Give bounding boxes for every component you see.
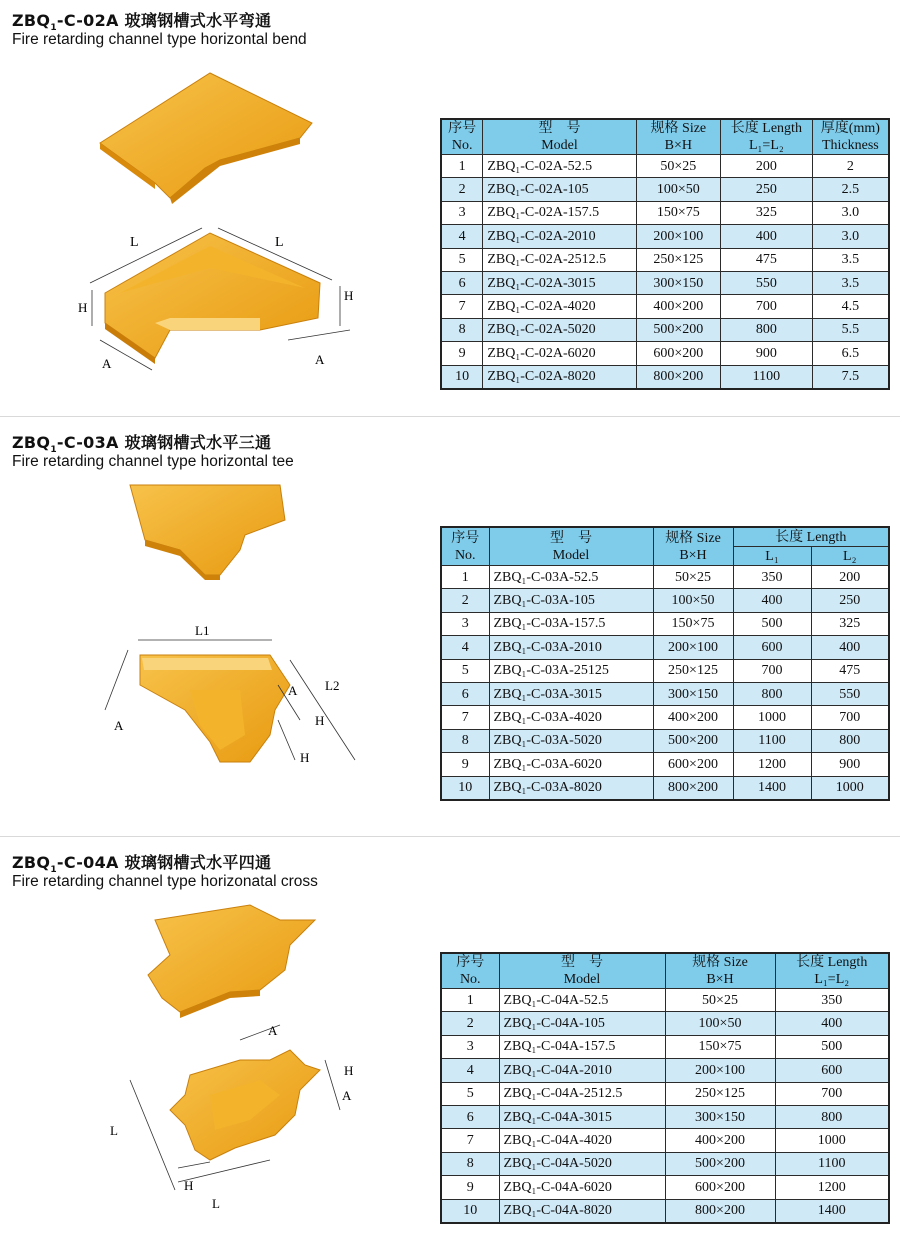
table-cell: 7.5 — [812, 365, 889, 389]
table-cell: 1000 — [733, 706, 811, 729]
cross-dim-L-left: L — [110, 1123, 118, 1138]
section-1-title-cn — [12, 8, 271, 33]
model-code: ZBQ — [12, 433, 51, 452]
table-cell: 475 — [811, 659, 889, 682]
header-text: No. — [459, 972, 481, 987]
table-row — [441, 753, 889, 776]
table-row — [441, 318, 889, 341]
header-thickness — [812, 119, 889, 155]
table-cell: ZBQ₁-C-02A-4020 — [483, 295, 636, 318]
table-cell: 900 — [811, 753, 889, 776]
header-length — [775, 953, 889, 989]
header-no — [441, 527, 489, 566]
table-cell: 1000 — [811, 776, 889, 800]
table-cell: ZBQ₁-C-04A-52.5 — [499, 989, 665, 1012]
table-row — [441, 178, 889, 201]
section-3-title-cn — [12, 850, 271, 875]
table-cell: ZBQ₁-C-03A-105 — [489, 589, 653, 612]
table-cell: 800×200 — [653, 776, 733, 800]
table-cell: 10 — [441, 776, 489, 800]
table-cell: 200×100 — [653, 636, 733, 659]
table-cell: 50×25 — [665, 989, 775, 1012]
table-cell: ZBQ₁-C-04A-6020 — [499, 1176, 665, 1199]
section-divider — [0, 836, 900, 837]
table-cell: ZBQ₁-C-03A-52.5 — [489, 566, 653, 589]
table-cell: ZBQ₁-C-03A-3015 — [489, 682, 653, 705]
table-cell: 700 — [811, 706, 889, 729]
table-row — [441, 365, 889, 389]
table-cell: 1200 — [775, 1176, 889, 1199]
table-cell: 250×125 — [636, 248, 720, 271]
header-text: 型 号 — [561, 955, 603, 970]
table-cell: 250×125 — [653, 659, 733, 682]
table-cell: 50×25 — [636, 155, 720, 178]
table-cell: 300×150 — [653, 682, 733, 705]
table-row — [441, 295, 889, 318]
table-row — [441, 659, 889, 682]
section-1-title-en: Fire retarding channel type horizontal bend — [12, 31, 307, 48]
table-cell: 475 — [721, 248, 813, 271]
title-chinese: 玻璃钢槽式水平四通 — [124, 853, 272, 872]
table-cell: 5 — [441, 248, 483, 271]
table-cell: 600×200 — [653, 753, 733, 776]
table-cell: 1100 — [775, 1152, 889, 1175]
table-cell: 7 — [441, 1129, 499, 1152]
table-cell: 400×200 — [665, 1129, 775, 1152]
table-cell: 2 — [441, 178, 483, 201]
table-cell: 800×200 — [636, 365, 720, 389]
bend-product-illustration — [60, 68, 360, 378]
table-row — [441, 776, 889, 800]
table-cell: ZBQ₁-C-03A-8020 — [489, 776, 653, 800]
table-cell: 1400 — [775, 1199, 889, 1223]
table-cell: 500 — [775, 1035, 889, 1058]
header-l1: L₁ — [733, 547, 811, 566]
table-cell: 400 — [775, 1012, 889, 1035]
cross-dim-A-top: A — [268, 1023, 278, 1038]
table-cell: 800 — [721, 318, 813, 341]
header-text: No. — [451, 138, 473, 153]
header-text: Thickness — [821, 138, 879, 153]
table-cell: 500×200 — [665, 1152, 775, 1175]
header-text: L₁=L₂ — [748, 138, 784, 153]
bend-dim-H-right: H — [344, 288, 354, 303]
tee-product-illustration — [100, 480, 370, 780]
header-size — [636, 119, 720, 155]
table-cell: 100×50 — [636, 178, 720, 201]
header-text: 长度 Length — [796, 955, 868, 970]
model-code-suffix: -C-04A — [56, 853, 119, 872]
model-code-subscript: 1 — [50, 865, 57, 876]
table-cell: 700 — [733, 659, 811, 682]
table-cell: 600×200 — [636, 342, 720, 365]
table-cell: 900 — [721, 342, 813, 365]
table-cell: 7 — [441, 706, 489, 729]
bend-spec-table — [440, 118, 890, 390]
table-cell: 7 — [441, 295, 483, 318]
cross-dim-H-bottom: H — [184, 1178, 194, 1193]
table-cell: 700 — [775, 1082, 889, 1105]
table-cell: 50×25 — [653, 566, 733, 589]
table-cell: 500×200 — [636, 318, 720, 341]
table-cell: 550 — [811, 682, 889, 705]
table-cell: 100×50 — [653, 589, 733, 612]
header-text: 型 号 — [550, 530, 592, 546]
table-cell: 400×200 — [653, 706, 733, 729]
model-code: ZBQ — [12, 853, 51, 872]
table-row — [441, 566, 889, 589]
header-text: 规格 Size — [692, 955, 748, 970]
model-code: ZBQ — [12, 11, 51, 30]
table-cell: 3.5 — [812, 271, 889, 294]
tee-dim-L2: L2 — [325, 678, 340, 693]
table-row — [441, 636, 889, 659]
bend-dim-L-right: L — [275, 235, 284, 250]
header-length: 长度 Length — [733, 527, 889, 547]
table-cell: ZBQ₁-C-04A-105 — [499, 1012, 665, 1035]
table-cell: 4 — [441, 225, 483, 248]
table-cell: ZBQ₁-C-02A-5020 — [483, 318, 636, 341]
table-cell: 4 — [441, 1059, 499, 1082]
table-cell: 1 — [441, 155, 483, 178]
table-cell: ZBQ₁-C-03A-157.5 — [489, 612, 653, 635]
table-cell: 5 — [441, 1082, 499, 1105]
table-cell: 1 — [441, 989, 499, 1012]
table-cell: 800 — [733, 682, 811, 705]
table-cell: 2 — [441, 1012, 499, 1035]
tee-dim-H-right: H — [315, 713, 325, 728]
header-model — [483, 119, 636, 155]
table-cell: 5 — [441, 659, 489, 682]
model-code-subscript: 1 — [50, 23, 57, 34]
table-row — [441, 342, 889, 365]
header-text: 型 号 — [538, 121, 581, 136]
table-cell: 1100 — [733, 729, 811, 752]
table-cell: 3.0 — [812, 225, 889, 248]
table-cell: 200 — [721, 155, 813, 178]
table-cell: 6.5 — [812, 342, 889, 365]
table-cell: 1 — [441, 566, 489, 589]
table-cell: 8 — [441, 318, 483, 341]
header-size — [653, 527, 733, 566]
table-cell: 1400 — [733, 776, 811, 800]
header-l2: L₂ — [811, 547, 889, 566]
table-cell: 1100 — [721, 365, 813, 389]
table-cell: ZBQ₁-C-04A-3015 — [499, 1105, 665, 1128]
table-cell: ZBQ₁-C-02A-2512.5 — [483, 248, 636, 271]
header-text: L₁=L₂ — [814, 972, 850, 987]
header-text: Model — [552, 547, 590, 563]
header-text: 序号 — [456, 955, 485, 970]
table-row — [441, 271, 889, 294]
table-row — [441, 1199, 889, 1223]
table-cell: 600 — [733, 636, 811, 659]
table-cell: 150×75 — [665, 1035, 775, 1058]
table-row — [441, 1035, 889, 1058]
table-cell: 400 — [733, 589, 811, 612]
cross-dim-L-bottom: L — [212, 1196, 220, 1211]
table-cell: 100×50 — [665, 1012, 775, 1035]
table-cell: ZBQ₁-C-02A-52.5 — [483, 155, 636, 178]
section-2-title-cn — [12, 430, 271, 455]
table-row — [441, 989, 889, 1012]
table-cell: 300×150 — [636, 271, 720, 294]
table-row — [441, 589, 889, 612]
table-cell: 8 — [441, 729, 489, 752]
table-cell: 400 — [811, 636, 889, 659]
table-row — [441, 1082, 889, 1105]
table-cell: 8 — [441, 1152, 499, 1175]
table-row — [441, 1129, 889, 1152]
cross-spec-table — [440, 952, 890, 1224]
tee-dim-L1: L1 — [195, 623, 210, 638]
table-cell: 5.5 — [812, 318, 889, 341]
table-row — [441, 225, 889, 248]
table-cell: 800 — [775, 1105, 889, 1128]
table-cell: ZBQ₁-C-04A-2010 — [499, 1059, 665, 1082]
table-row — [441, 729, 889, 752]
table-cell: 1000 — [775, 1129, 889, 1152]
table-cell: 800×200 — [665, 1199, 775, 1223]
title-chinese: 玻璃钢槽式水平三通 — [124, 433, 272, 452]
table-cell: 550 — [721, 271, 813, 294]
table-cell: ZBQ₁-C-04A-5020 — [499, 1152, 665, 1175]
table-cell: 2.5 — [812, 178, 889, 201]
table-cell: 6 — [441, 271, 483, 294]
table-cell: ZBQ₁-C-02A-2010 — [483, 225, 636, 248]
header-text: 序号 — [451, 530, 480, 546]
title-chinese: 玻璃钢槽式水平弯通 — [124, 11, 272, 30]
table-cell: ZBQ₁-C-03A-4020 — [489, 706, 653, 729]
table-cell: 150×75 — [636, 201, 720, 224]
tee-dim-A-left: A — [114, 718, 124, 733]
table-cell: 9 — [441, 1176, 499, 1199]
table-row — [441, 1176, 889, 1199]
table-cell: 350 — [775, 989, 889, 1012]
table-row — [441, 248, 889, 271]
header-size — [665, 953, 775, 989]
table-cell: 200 — [811, 566, 889, 589]
table-cell: 600×200 — [665, 1176, 775, 1199]
table-cell: 1200 — [733, 753, 811, 776]
header-text: Model — [563, 972, 601, 987]
header-no — [441, 953, 499, 989]
table-cell: 6 — [441, 682, 489, 705]
table-cell: 350 — [733, 566, 811, 589]
table-cell: 3.0 — [812, 201, 889, 224]
table-cell: ZBQ₁-C-03A-6020 — [489, 753, 653, 776]
table-cell: 4.5 — [812, 295, 889, 318]
table-cell: 3 — [441, 201, 483, 224]
header-text: 长度 Length — [730, 121, 802, 136]
table-cell: 250 — [811, 589, 889, 612]
table-row — [441, 706, 889, 729]
bend-dim-H-left: H — [78, 300, 88, 315]
header-text: Model — [541, 138, 578, 153]
table-cell: 2 — [812, 155, 889, 178]
table-cell: 700 — [721, 295, 813, 318]
table-cell: 250 — [721, 178, 813, 201]
section-2-title-en: Fire retarding channel type horizontal tee — [12, 453, 294, 470]
header-text: B×H — [679, 547, 707, 563]
tee-spec-table — [440, 526, 890, 801]
table-cell: ZBQ₁-C-03A-2010 — [489, 636, 653, 659]
table-row — [441, 201, 889, 224]
table-cell: ZBQ₁-C-04A-8020 — [499, 1199, 665, 1223]
table-cell: ZBQ₁-C-04A-157.5 — [499, 1035, 665, 1058]
table-row — [441, 612, 889, 635]
table-row — [441, 1152, 889, 1175]
table-header-row — [441, 527, 889, 547]
header-text: B×H — [706, 972, 734, 987]
tee-dim-H-bottom: H — [300, 750, 310, 765]
table-cell: ZBQ₁-C-02A-157.5 — [483, 201, 636, 224]
table-cell: 600 — [775, 1059, 889, 1082]
table-cell: 3 — [441, 1035, 499, 1058]
table-cell: ZBQ₁-C-02A-3015 — [483, 271, 636, 294]
cross-dim-H-right: H — [344, 1063, 354, 1078]
table-cell: 400 — [721, 225, 813, 248]
table-cell: 300×150 — [665, 1105, 775, 1128]
header-text: 规格 Size — [665, 530, 721, 546]
table-cell: ZBQ₁-C-03A-25125 — [489, 659, 653, 682]
table-cell: 10 — [441, 1199, 499, 1223]
header-no — [441, 119, 483, 155]
table-cell: ZBQ₁-C-02A-105 — [483, 178, 636, 201]
table-cell: 10 — [441, 365, 483, 389]
table-cell: ZBQ₁-C-04A-4020 — [499, 1129, 665, 1152]
header-text: 序号 — [448, 121, 477, 136]
table-cell: 250×125 — [665, 1082, 775, 1105]
model-code-subscript: 1 — [50, 445, 57, 456]
table-header-row — [441, 119, 889, 155]
header-model — [489, 527, 653, 566]
table-row — [441, 1105, 889, 1128]
table-cell: 325 — [811, 612, 889, 635]
section-3-title-en: Fire retarding channel type horizonatal cross — [12, 873, 318, 890]
table-cell: 4 — [441, 636, 489, 659]
header-text: 厚度(mm) — [820, 121, 880, 136]
table-row — [441, 682, 889, 705]
model-code-suffix: -C-02A — [56, 11, 119, 30]
table-row — [441, 155, 889, 178]
header-text: 规格 Size — [650, 121, 707, 136]
table-cell: 200×100 — [665, 1059, 775, 1082]
table-cell: 200×100 — [636, 225, 720, 248]
table-cell: ZBQ₁-C-04A-2512.5 — [499, 1082, 665, 1105]
table-cell: 2 — [441, 589, 489, 612]
header-text: B×H — [664, 138, 692, 153]
bend-dim-A-left: A — [102, 356, 112, 371]
table-cell: 3.5 — [812, 248, 889, 271]
header-model — [499, 953, 665, 989]
table-cell: 6 — [441, 1105, 499, 1128]
table-cell: ZBQ₁-C-02A-8020 — [483, 365, 636, 389]
table-cell: 325 — [721, 201, 813, 224]
table-header-row — [441, 953, 889, 989]
table-cell: 9 — [441, 753, 489, 776]
cross-product-illustration — [100, 900, 370, 1220]
bend-dim-A-right: A — [315, 352, 325, 367]
bend-dim-L-left: L — [130, 235, 139, 250]
header-text: No. — [454, 547, 476, 563]
table-cell: 800 — [811, 729, 889, 752]
table-cell: 400×200 — [636, 295, 720, 318]
model-code-suffix: -C-03A — [56, 433, 119, 452]
tee-dim-A-right: A — [288, 683, 298, 698]
table-cell: 500×200 — [653, 729, 733, 752]
table-cell: 9 — [441, 342, 483, 365]
table-cell: 3 — [441, 612, 489, 635]
cross-dim-A-right: A — [342, 1088, 352, 1103]
table-cell: ZBQ₁-C-03A-5020 — [489, 729, 653, 752]
table-row — [441, 1012, 889, 1035]
table-cell: ZBQ₁-C-02A-6020 — [483, 342, 636, 365]
section-divider — [0, 416, 900, 417]
table-row — [441, 1059, 889, 1082]
header-length — [721, 119, 813, 155]
table-cell: 150×75 — [653, 612, 733, 635]
table-cell: 500 — [733, 612, 811, 635]
